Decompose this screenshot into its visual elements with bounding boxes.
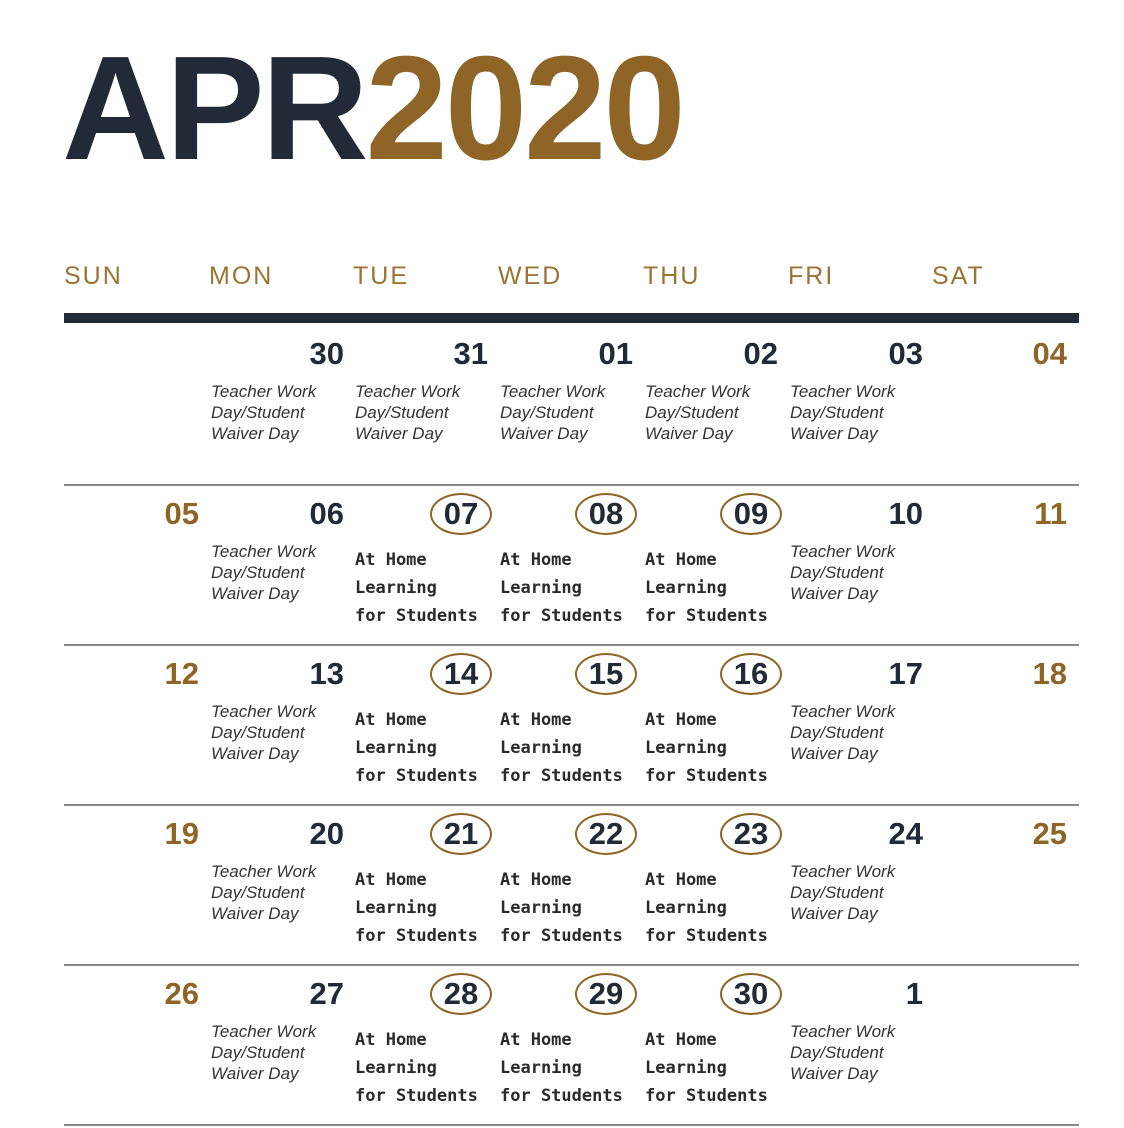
day-cell — [643, 646, 788, 806]
note-line: Learning — [355, 578, 437, 598]
week-row — [0, 806, 1124, 966]
teacher-work-note — [788, 541, 935, 604]
note-line: At Home — [645, 870, 717, 890]
week-row — [0, 966, 1124, 1126]
day-number: 26 — [164, 976, 199, 1011]
note-line: Waiver Day — [211, 584, 299, 603]
note-line: Day/Student — [790, 403, 884, 422]
note-line: Waiver Day — [790, 424, 878, 443]
title-year: 2020 — [365, 26, 683, 191]
day-cell — [788, 646, 933, 806]
day-number: 30 — [309, 336, 344, 371]
circled-day-number: 14 — [430, 653, 492, 695]
circled-day-number: 29 — [575, 973, 637, 1015]
teacher-work-note — [788, 1021, 935, 1084]
note-line: Learning — [500, 1058, 582, 1078]
day-cell — [643, 326, 788, 486]
weekday-fri: FRI — [788, 262, 835, 290]
day-number: 04 — [1032, 336, 1067, 371]
note-line: Day/Student — [790, 883, 884, 902]
day-cell — [209, 486, 354, 646]
note-line: Waiver Day — [645, 424, 733, 443]
note-line: Learning — [500, 738, 582, 758]
note-line: Learning — [645, 578, 727, 598]
note-line: At Home — [645, 550, 717, 570]
day-cell — [932, 486, 1077, 646]
note-line: Day/Student — [500, 403, 594, 422]
day-cell — [643, 806, 788, 966]
circled-day-number: 21 — [430, 813, 492, 855]
day-cell — [209, 966, 354, 1126]
header-rule — [64, 313, 1079, 323]
day-number: 18 — [1032, 656, 1067, 691]
calendar-title — [62, 26, 683, 191]
note-line: At Home — [500, 710, 572, 730]
day-cell — [353, 326, 498, 486]
note-line: Waiver Day — [790, 584, 878, 603]
day-cell — [498, 806, 643, 966]
note-line: Waiver Day — [500, 424, 588, 443]
at-home-learning-note — [498, 866, 645, 950]
at-home-learning-note — [353, 866, 500, 950]
day-cell — [498, 486, 643, 646]
note-line: for Students — [645, 606, 768, 626]
day-cell — [498, 646, 643, 806]
note-line: At Home — [645, 1030, 717, 1050]
note-line: Day/Student — [645, 403, 739, 422]
day-cell — [498, 966, 643, 1126]
day-cell — [353, 486, 498, 646]
at-home-learning-note — [353, 706, 500, 790]
note-line: Teacher Work — [645, 382, 751, 401]
note-line: Learning — [645, 738, 727, 758]
day-number: 31 — [453, 336, 488, 371]
weekday-mon: MON — [209, 262, 274, 290]
note-line: At Home — [500, 550, 572, 570]
day-number: 19 — [164, 816, 199, 851]
day-cell — [353, 966, 498, 1126]
note-line: Teacher Work — [211, 862, 317, 881]
circled-day-number: 15 — [575, 653, 637, 695]
day-cell — [932, 966, 1077, 1126]
circled-day-number: 16 — [720, 653, 782, 695]
note-line: Learning — [355, 1058, 437, 1078]
circled-day-number: 30 — [720, 973, 782, 1015]
circled-day-number: 07 — [430, 493, 492, 535]
note-line: Waiver Day — [790, 744, 878, 763]
note-line: Teacher Work — [211, 1022, 317, 1041]
day-cell — [932, 806, 1077, 966]
day-cell — [64, 326, 209, 486]
teacher-work-note — [209, 381, 356, 444]
day-number: 12 — [164, 656, 199, 691]
note-line: Teacher Work — [790, 382, 896, 401]
week-row — [0, 486, 1124, 646]
day-cell — [353, 646, 498, 806]
day-cell — [209, 646, 354, 806]
at-home-learning-note — [643, 546, 790, 630]
note-line: for Students — [645, 1086, 768, 1106]
day-cell — [64, 806, 209, 966]
week-divider — [64, 1124, 1079, 1126]
note-line: At Home — [355, 550, 427, 570]
note-line: Teacher Work — [790, 702, 896, 721]
day-number: 13 — [309, 656, 344, 691]
day-cell — [64, 646, 209, 806]
day-cell — [932, 326, 1077, 486]
day-cell — [64, 486, 209, 646]
note-line: for Students — [355, 926, 478, 946]
note-line: Day/Student — [211, 1043, 305, 1062]
note-line: Day/Student — [211, 403, 305, 422]
note-line: Day/Student — [211, 883, 305, 902]
day-number: 11 — [1034, 496, 1067, 531]
day-cell — [209, 806, 354, 966]
day-cell — [643, 486, 788, 646]
note-line: for Students — [645, 926, 768, 946]
weekday-wed: WED — [498, 262, 563, 290]
note-line: Day/Student — [355, 403, 449, 422]
week-row — [0, 646, 1124, 806]
note-line: Day/Student — [790, 1043, 884, 1062]
note-line: Teacher Work — [790, 862, 896, 881]
day-cell — [788, 326, 933, 486]
circled-day-number: 08 — [575, 493, 637, 535]
note-line: At Home — [500, 870, 572, 890]
teacher-work-note — [209, 1021, 356, 1084]
teacher-work-note — [788, 381, 935, 444]
at-home-learning-note — [498, 1026, 645, 1110]
note-line: Learning — [500, 578, 582, 598]
note-line: At Home — [645, 710, 717, 730]
day-number: 03 — [888, 336, 923, 371]
note-line: At Home — [355, 710, 427, 730]
note-line: Teacher Work — [211, 382, 317, 401]
day-number: 20 — [309, 816, 344, 851]
day-number: 1 — [905, 976, 923, 1011]
day-number: 02 — [743, 336, 778, 371]
note-line: At Home — [355, 870, 427, 890]
note-line: Waiver Day — [211, 744, 299, 763]
day-number: 06 — [309, 496, 344, 531]
day-number: 27 — [309, 976, 344, 1011]
note-line: Learning — [645, 898, 727, 918]
note-line: Day/Student — [790, 563, 884, 582]
at-home-learning-note — [353, 546, 500, 630]
note-line: for Students — [355, 766, 478, 786]
day-number: 24 — [888, 816, 923, 851]
teacher-work-note — [788, 701, 935, 764]
teacher-work-note — [209, 541, 356, 604]
day-cell — [788, 486, 933, 646]
day-number: 10 — [888, 496, 923, 531]
day-cell — [498, 326, 643, 486]
note-line: for Students — [645, 766, 768, 786]
note-line: Learning — [355, 898, 437, 918]
note-line: Teacher Work — [211, 702, 317, 721]
note-line: for Students — [500, 1086, 623, 1106]
teacher-work-note — [353, 381, 500, 444]
at-home-learning-note — [498, 706, 645, 790]
weekday-sat: SAT — [932, 262, 985, 290]
day-number: 05 — [164, 496, 199, 531]
note-line: Waiver Day — [211, 904, 299, 923]
teacher-work-note — [788, 861, 935, 924]
note-line: Day/Student — [211, 723, 305, 742]
day-cell — [643, 966, 788, 1126]
note-line: Teacher Work — [211, 542, 317, 561]
weekday-sun: SUN — [64, 262, 123, 290]
circled-day-number: 09 — [720, 493, 782, 535]
note-line: for Students — [500, 766, 623, 786]
at-home-learning-note — [643, 1026, 790, 1110]
at-home-learning-note — [643, 866, 790, 950]
note-line: Waiver Day — [211, 1064, 299, 1083]
teacher-work-note — [209, 861, 356, 924]
note-line: Teacher Work — [790, 542, 896, 561]
weekday-header — [0, 262, 1124, 296]
note-line: Learning — [355, 738, 437, 758]
note-line: At Home — [500, 1030, 572, 1050]
note-line: Teacher Work — [355, 382, 461, 401]
teacher-work-note — [643, 381, 790, 444]
at-home-learning-note — [498, 546, 645, 630]
note-line: Waiver Day — [355, 424, 443, 443]
note-line: for Students — [355, 1086, 478, 1106]
teacher-work-note — [498, 381, 645, 444]
note-line: Waiver Day — [211, 424, 299, 443]
note-line: Learning — [645, 1058, 727, 1078]
day-cell — [932, 646, 1077, 806]
circled-day-number: 23 — [720, 813, 782, 855]
note-line: Learning — [500, 898, 582, 918]
note-line: Waiver Day — [790, 904, 878, 923]
note-line: for Students — [500, 606, 623, 626]
note-line: Day/Student — [790, 723, 884, 742]
note-line: Teacher Work — [500, 382, 606, 401]
weekday-thu: THU — [643, 262, 701, 290]
note-line: Waiver Day — [790, 1064, 878, 1083]
day-cell — [788, 806, 933, 966]
circled-day-number: 22 — [575, 813, 637, 855]
day-number: 01 — [598, 336, 633, 371]
note-line: for Students — [500, 926, 623, 946]
day-cell — [353, 806, 498, 966]
day-number: 25 — [1032, 816, 1067, 851]
teacher-work-note — [209, 701, 356, 764]
circled-day-number: 28 — [430, 973, 492, 1015]
note-line: Teacher Work — [790, 1022, 896, 1041]
day-cell — [788, 966, 933, 1126]
at-home-learning-note — [353, 1026, 500, 1110]
title-month: APR — [62, 26, 366, 191]
weekday-tue: TUE — [353, 262, 409, 290]
note-line: for Students — [355, 606, 478, 626]
day-number: 17 — [888, 656, 923, 691]
day-cell — [64, 966, 209, 1126]
note-line: At Home — [355, 1030, 427, 1050]
note-line: Day/Student — [211, 563, 305, 582]
at-home-learning-note — [643, 706, 790, 790]
week-row — [0, 326, 1124, 486]
day-cell — [209, 326, 354, 486]
